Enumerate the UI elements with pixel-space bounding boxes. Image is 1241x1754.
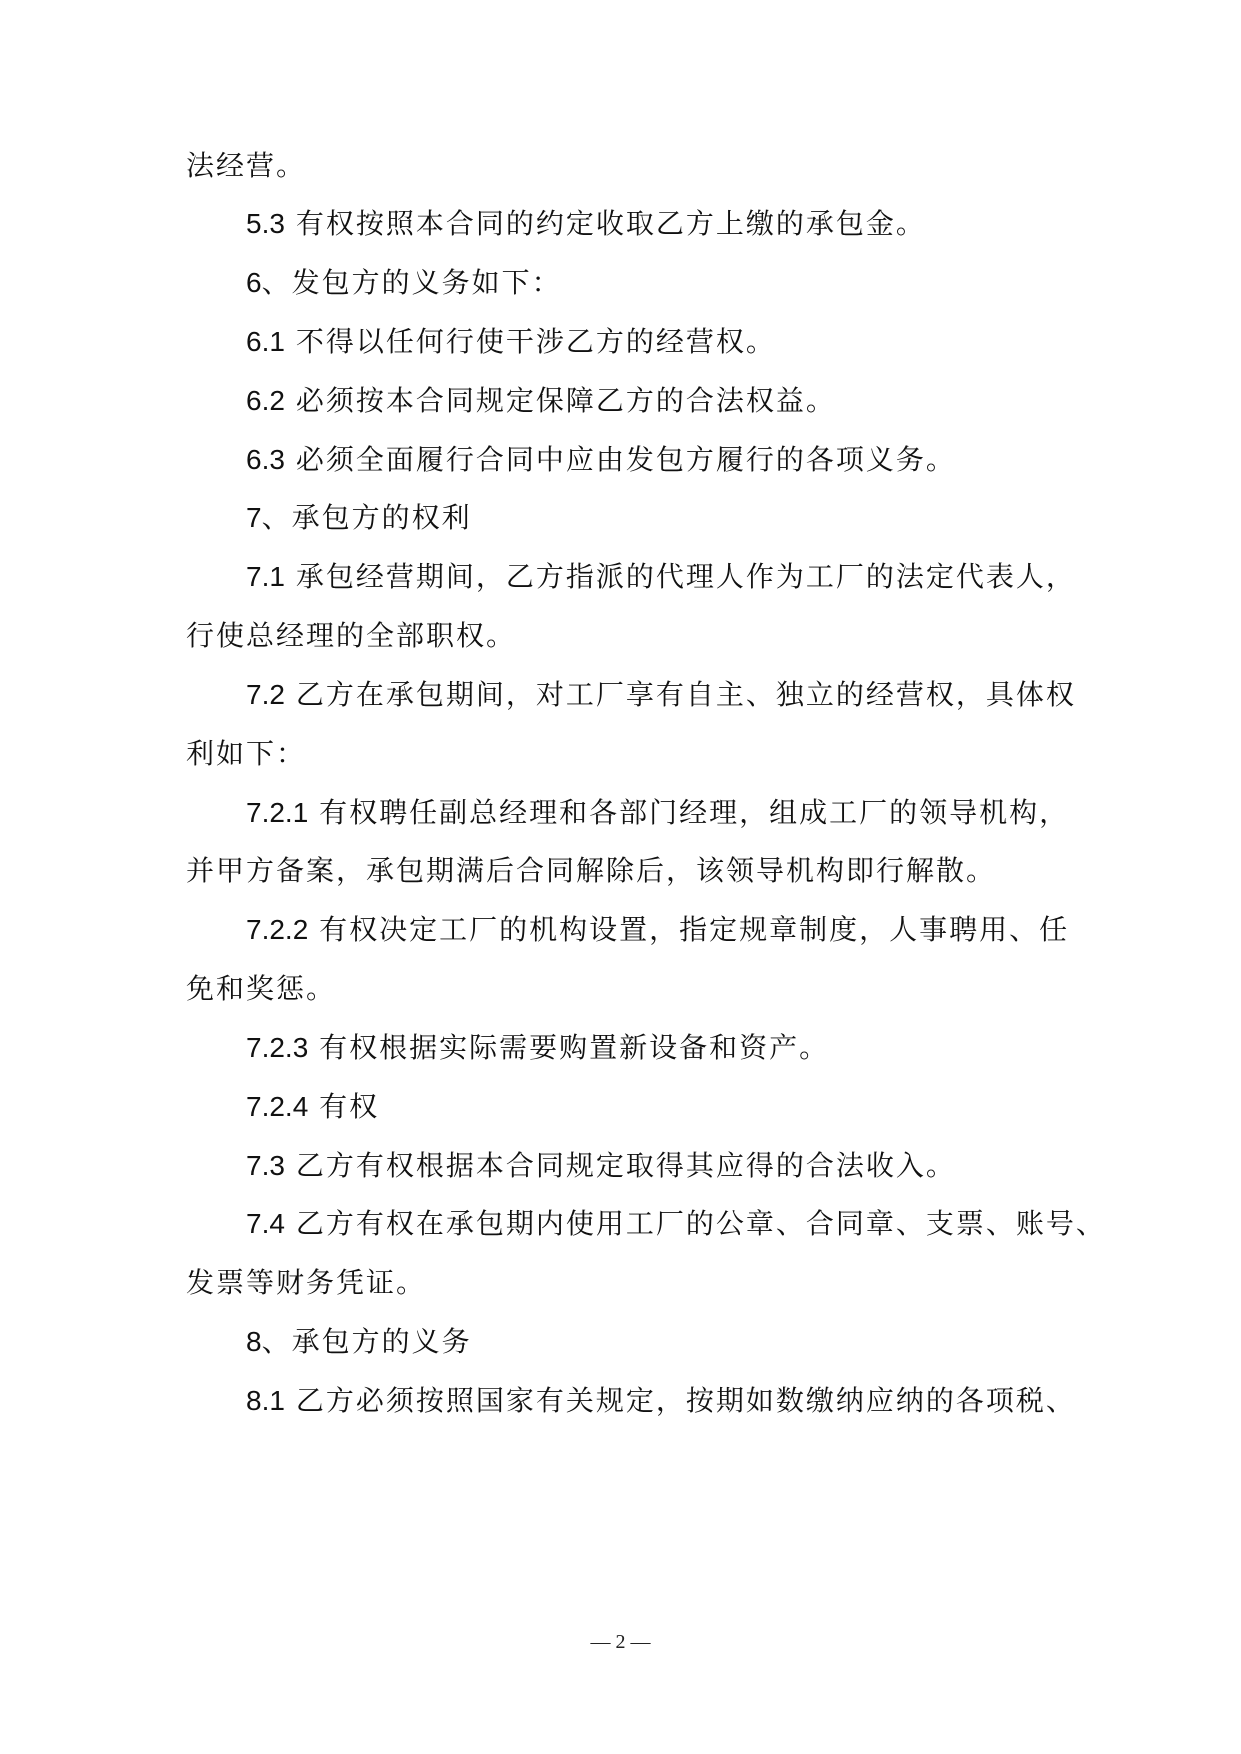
text-line: 法经营。 xyxy=(186,149,307,182)
clause-8-1: 8.1 乙方必须按照国家有关规定，按期如数缴纳应纳的各项税、 xyxy=(246,1384,1076,1417)
clause-7-2-4: 7.2.4 有权 xyxy=(246,1090,380,1123)
text-line: 免和奖惩。 xyxy=(186,972,337,1005)
page-number: — 2 — xyxy=(590,1631,651,1653)
clause-7-2-3: 7.2.3 有权根据实际需要购置新设备和资产。 xyxy=(246,1031,830,1064)
clause-7-2: 7.2 乙方在承包期间，对工厂享有自主、独立的经营权，具体权 xyxy=(246,678,1076,711)
clause-7-2-2: 7.2.2 有权决定工厂的机构设置，指定规章制度，人事聘用、任 xyxy=(246,913,1070,946)
clause-6-2: 6.2 必须按本合同规定保障乙方的合法权益。 xyxy=(246,384,836,417)
clause-6-3: 6.3 必须全面履行合同中应由发包方履行的各项义务。 xyxy=(246,443,956,476)
clause-7-1: 7.1 承包经营期间，乙方指派的代理人作为工厂的法定代表人， xyxy=(246,560,1076,593)
text-line: 利如下： xyxy=(186,737,307,770)
section-6-heading: 6、发包方的义务如下： xyxy=(246,266,562,299)
text-line: 行使总经理的全部职权。 xyxy=(186,619,517,652)
clause-6-1: 6.1 不得以任何行使干涉乙方的经营权。 xyxy=(246,325,776,358)
section-8-heading: 8、承包方的义务 xyxy=(246,1325,472,1358)
clause-7-2-1: 7.2.1 有权聘任副总经理和各部门经理，组成工厂的领导机构， xyxy=(246,796,1070,829)
text-line: 发票等财务凭证。 xyxy=(186,1266,427,1299)
clause-7-4: 7.4 乙方有权在承包期内使用工厂的公章、合同章、支票、账号、 xyxy=(246,1207,1106,1240)
clause-7-3: 7.3 乙方有权根据本合同规定取得其应得的合法收入。 xyxy=(246,1149,956,1182)
clause-5-3: 5.3 有权按照本合同的约定收取乙方上缴的承包金。 xyxy=(246,207,926,240)
text-line: 并甲方备案，承包期满后合同解除后，该领导机构即行解散。 xyxy=(186,854,997,887)
section-7-heading: 7、承包方的权利 xyxy=(246,501,472,534)
